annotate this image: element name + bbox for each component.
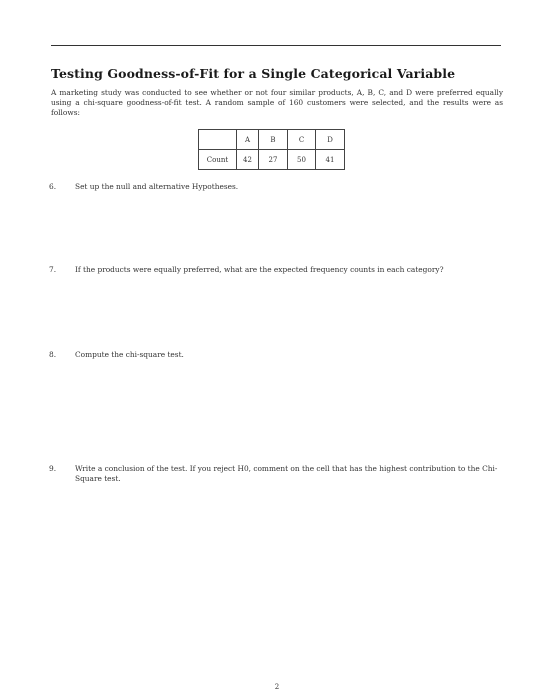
question-7 bbox=[49, 265, 506, 275]
question-8 bbox=[49, 350, 506, 360]
table-header-d: D bbox=[316, 130, 345, 150]
table-row-label: Count bbox=[199, 150, 237, 170]
question-9-number: 9. bbox=[49, 464, 57, 473]
table-cell-b: 27 bbox=[259, 150, 288, 170]
question-6-number: 6. bbox=[49, 182, 57, 191]
intro-paragraph: A marketing study was conducted to see whether or not four similar products, A, B, C, and D were preferred equally using a chi-square goodness-of-fit test. A random sample of 160 customers were selected, and the results were as follows: bbox=[51, 88, 503, 117]
counts-table bbox=[198, 129, 345, 170]
question-7-text: If the products were equally preferred, what are the expected frequency counts in each category? bbox=[75, 265, 444, 274]
question-6 bbox=[49, 182, 506, 192]
question-9 bbox=[49, 464, 506, 484]
page-number: 2 bbox=[274, 683, 280, 691]
question-6-text: Set up the null and alternative Hypotheses. bbox=[75, 182, 239, 191]
table-header-a: A bbox=[237, 130, 259, 150]
question-8-number: 8. bbox=[49, 350, 57, 359]
table-header-row bbox=[199, 130, 345, 150]
table-cell-c: 50 bbox=[288, 150, 316, 170]
table-cell-a: 42 bbox=[237, 150, 259, 170]
section-title: Testing Goodness-of-Fit for a Single Categorical Variable bbox=[51, 66, 456, 81]
table-header-c: C bbox=[288, 130, 316, 150]
question-9-text: Write a conclusion of the test. If you reject H0, comment on the cell that has the highest contribution to the Chi-Square test. bbox=[75, 464, 498, 483]
question-8-text: Compute the chi-square test. bbox=[75, 350, 184, 359]
top-rule bbox=[51, 45, 501, 46]
question-7-number: 7. bbox=[49, 265, 57, 274]
table-cell-d: 41 bbox=[316, 150, 345, 170]
table-corner-cell bbox=[199, 130, 237, 150]
table-row bbox=[199, 150, 345, 170]
table-header-b: B bbox=[259, 130, 288, 150]
